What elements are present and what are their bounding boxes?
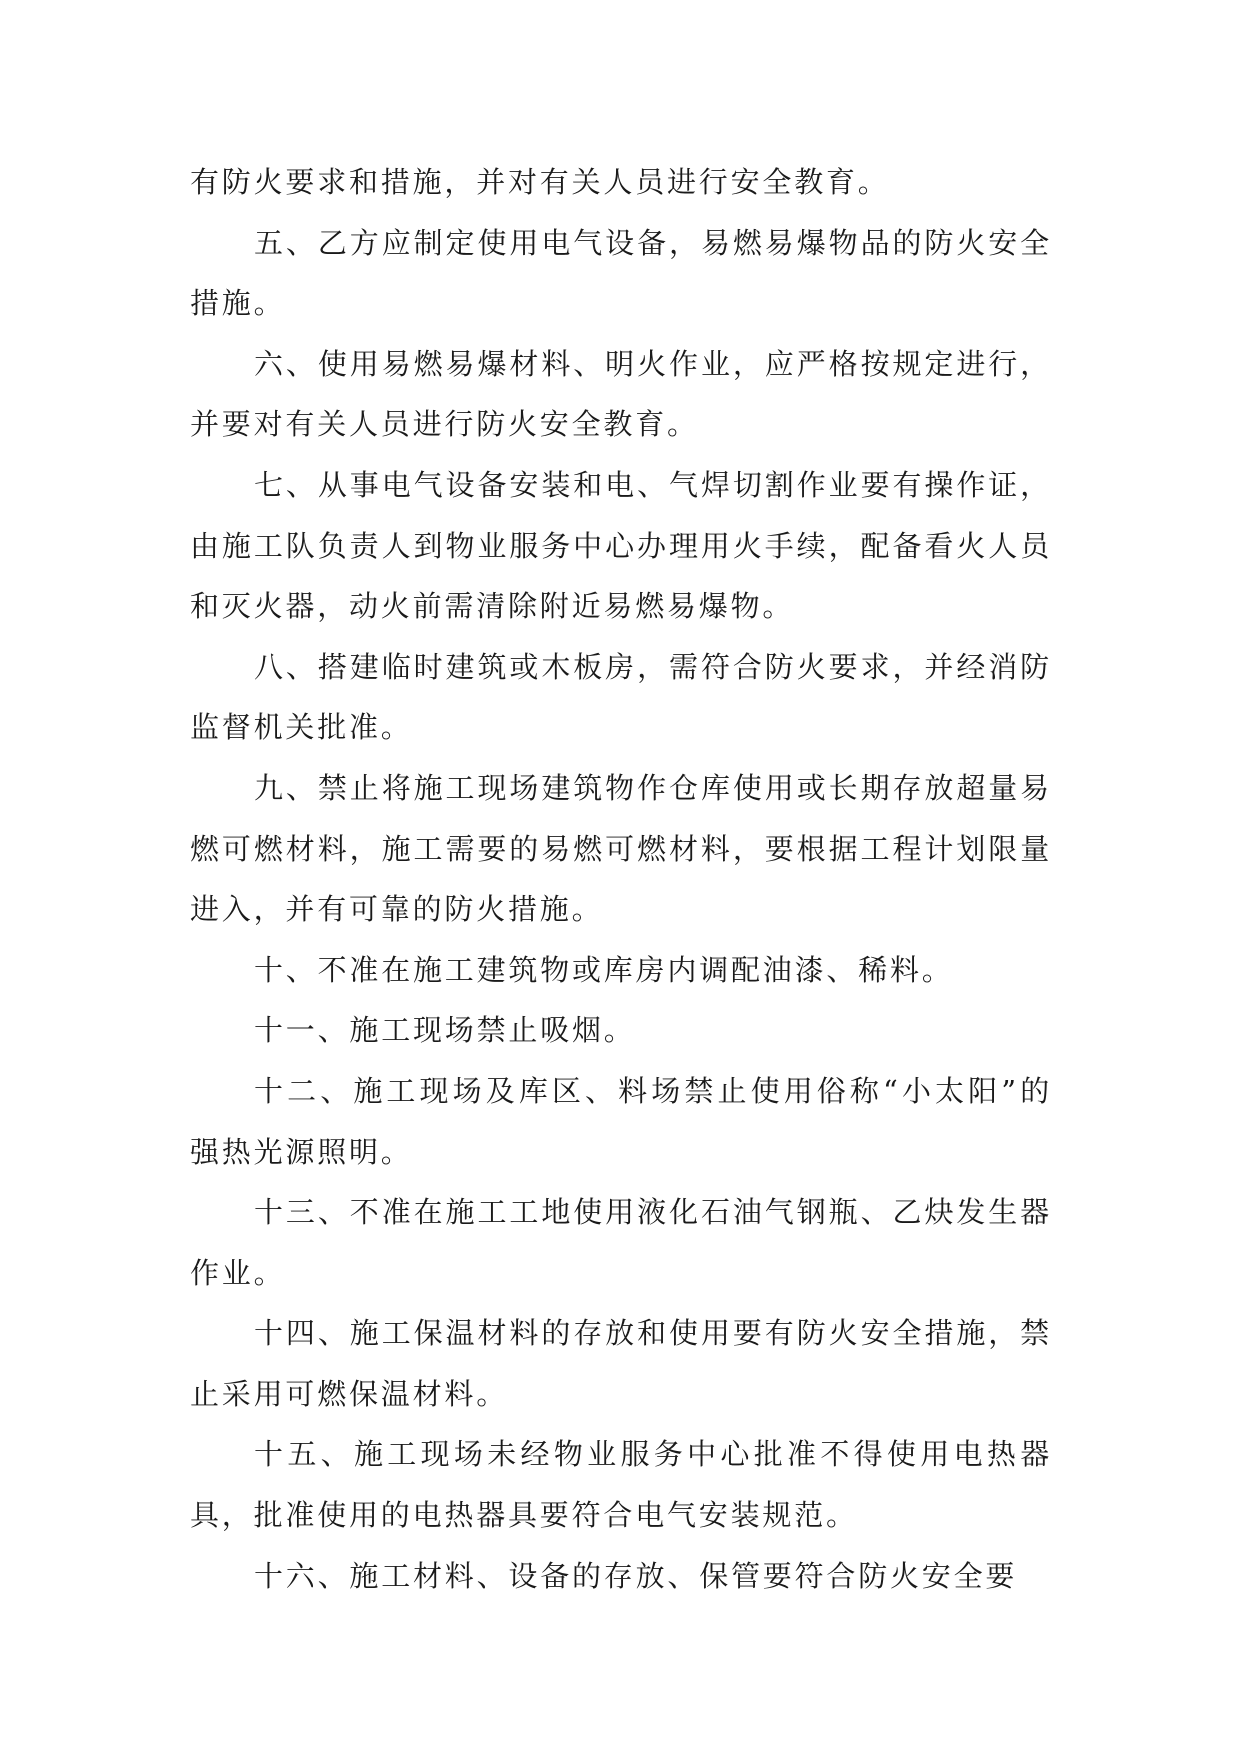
paragraph-item-9: 九、禁止将施工现场建筑物作仓库使用或长期存放超量易燃可燃材料，施工需要的易燃可燃材料，要根据工程计划限量进入，并有可靠的防火措施。 <box>190 770 1052 927</box>
paragraph-continued: 有防火要求和措施，并对有关人员进行安全教育。 <box>190 165 890 199</box>
document-body <box>190 152 1052 1606</box>
paragraph-item-10: 十、不准在施工建筑物或库房内调配油漆、稀料。 <box>254 952 954 987</box>
paragraph-item-16: 十六、施工材料、设备的存放、保管要符合防火安全要 <box>254 1558 1018 1593</box>
paragraph-item-7: 七、从事电气设备安装和电、气焊切割作业要有操作证，由施工队负责人到物业服务中心办理用火手续，配备看火人员和灭火器，动火前需清除附近易燃易爆物。 <box>190 467 1052 624</box>
paragraph-item-8: 八、搭建临时建筑或木板房，需符合防火要求，并经消防监督机关批准。 <box>190 649 1052 745</box>
paragraph-item-12: 十二、施工现场及库区、料场禁止使用俗称“小太阳”的强热光源照明。 <box>190 1073 1052 1169</box>
paragraph-item-13: 十三、不准在施工工地使用液化石油气钢瓶、乙炔发生器作业。 <box>190 1195 1052 1290</box>
paragraph-item-14: 十四、施工保温材料的存放和使用要有防火安全措施，禁止采用可燃保温材料。 <box>190 1316 1052 1411</box>
paragraph-item-6: 六、使用易燃易爆材料、明火作业，应严格按规定进行，并要对有关人员进行防火安全教育。 <box>190 346 1052 442</box>
paragraph-item-15: 十五、施工现场未经物业服务中心批准不得使用电热器具，批准使用的电热器具要符合电气安装规范。 <box>190 1437 1052 1533</box>
paragraph-item-5: 五、乙方应制定使用电气设备，易燃易爆物品的防火安全措施。 <box>190 225 1052 321</box>
paragraph-item-11: 十一、施工现场禁止吸烟。 <box>254 1013 636 1048</box>
